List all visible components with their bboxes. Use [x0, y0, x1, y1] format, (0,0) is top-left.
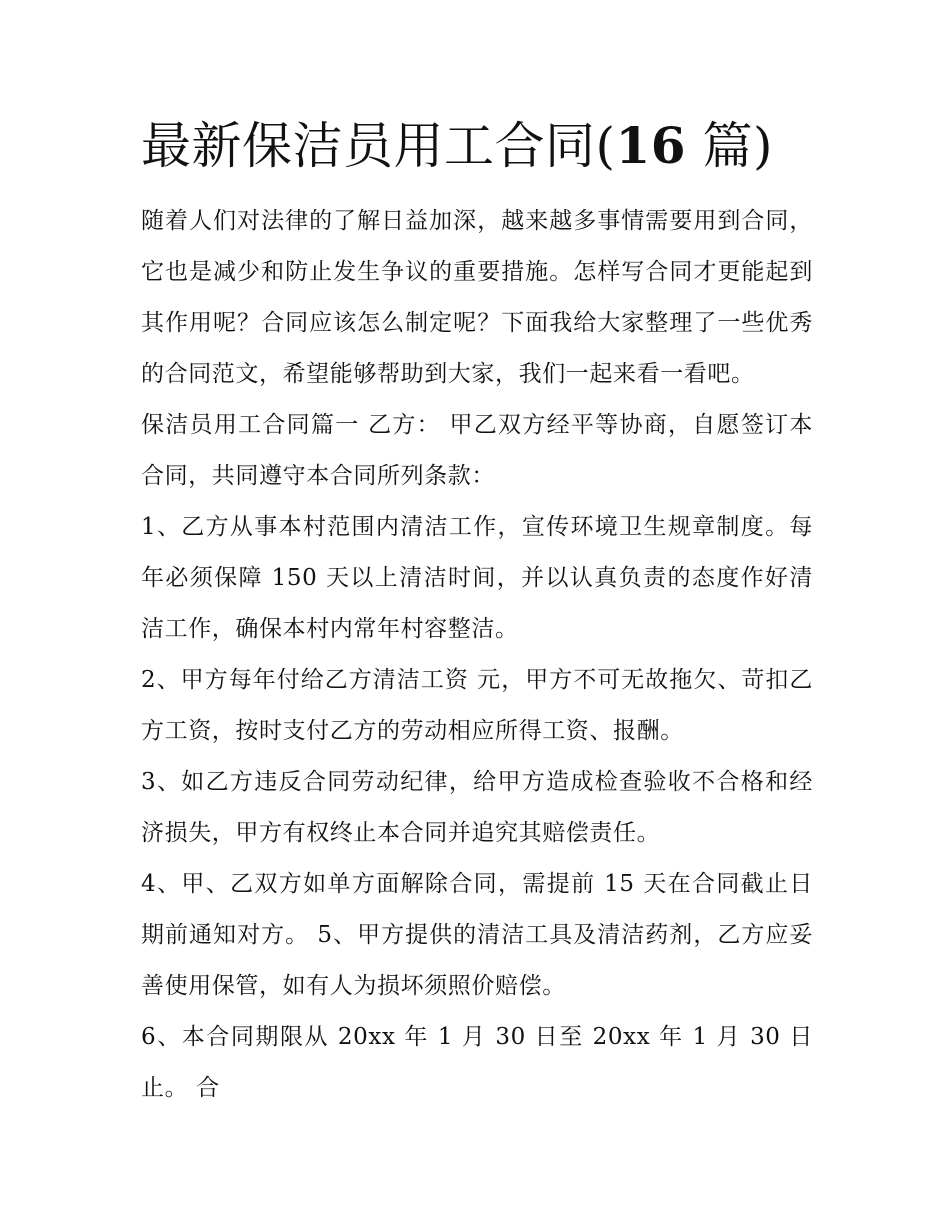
- contract-heading-paragraph: 保洁员用工合同篇一 乙方： 甲乙双方经平等协商，自愿签订本合同，共同遵守本合同所列条款：: [141, 412, 813, 489]
- title-count: 16: [615, 116, 687, 175]
- title-suffix: 篇): [686, 117, 774, 175]
- clause-6: 6、本合同期限从 20xx 年 1 月 30 日至 20xx 年 1 月 30 日止。 合: [141, 1024, 813, 1101]
- clause-1: 1、乙方从事本村范围内清洁工作，宣传环境卫生规章制度。每年必须保障 150 天以上清洁时间，并以认真负责的态度作好清洁工作，确保本村内常年村容整洁。: [141, 514, 813, 642]
- clause-3: 3、如乙方违反合同劳动纪律，给甲方造成检查验收不合格和经济损失，甲方有权终止本合同并追究其赔偿责任。: [141, 769, 813, 846]
- intro-paragraph: 随着人们对法律的了解日益加深，越来越多事情需要用到合同，它也是减少和防止发生争议的重要措施。怎样写合同才更能起到其作用呢？合同应该怎么制定呢？下面我给大家整理了一些优秀的合同范文，希望能够帮助到大家，我们一起来看一看吧。: [141, 208, 813, 387]
- document-title: [141, 108, 813, 184]
- title-text: 最新保洁员用工合同(: [141, 117, 616, 175]
- document-page: [141, 108, 813, 1114]
- clause-2: 2、甲方每年付给乙方清洁工资 元，甲方不可无故拖欠、苛扣乙方工资，按时支付乙方的劳动相应所得工资、报酬。: [141, 667, 813, 744]
- clause-4-5: 4、甲、乙双方如单方面解除合同，需提前 15 天在合同截止日期前通知对方。 5、甲方提供的清洁工具及清洁药剂，乙方应妥善使用保管，如有人为损坏须照价赔偿。: [141, 871, 813, 999]
